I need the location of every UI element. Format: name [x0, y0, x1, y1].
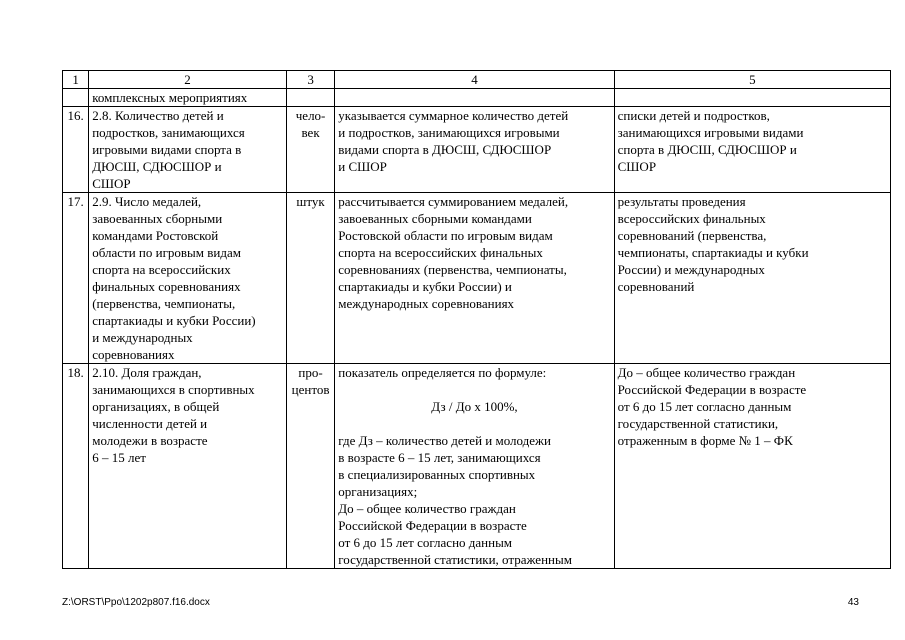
- indicator-line: спорта на всероссийских: [92, 262, 231, 277]
- indicator-line: занимающихся в спортивных: [92, 382, 255, 397]
- source-line: спорта в ДЮСШ, СДЮСШОР и: [617, 142, 797, 157]
- method-line: в специализированных спортивных: [338, 467, 536, 482]
- indicators-table: [62, 70, 891, 569]
- indicator-line: подростков, занимающихся: [92, 125, 245, 140]
- indicator-line: СШОР: [92, 176, 131, 191]
- indicator-line: молодежи в возрасте: [92, 433, 208, 448]
- unit-line: про-: [298, 365, 323, 380]
- row-number: 16.: [63, 107, 89, 193]
- source-line: До – общее количество граждан: [617, 365, 796, 380]
- indicator-cell: [89, 364, 287, 569]
- method-line: где Дз – количество детей и молодежи: [338, 433, 551, 448]
- unit-line: центов: [291, 382, 330, 397]
- source-cell: [614, 193, 890, 364]
- indicator-line: 2.10. Доля граждан,: [92, 365, 202, 380]
- method-cell: [335, 107, 614, 193]
- source-line: всероссийских финальных: [617, 211, 766, 226]
- source-line: чемпионаты, спартакиады и кубки: [617, 245, 809, 260]
- indicator-line: области по игровым видам: [92, 245, 241, 260]
- method-line: До – общее количество граждан: [338, 501, 516, 516]
- indicator-line: соревнованиях: [92, 347, 175, 362]
- source-line: соревнований: [617, 279, 695, 294]
- indicator-cell: [89, 107, 287, 193]
- source-line: списки детей и подростков,: [617, 108, 770, 123]
- indicator-line: 2.8. Количество детей и: [92, 108, 224, 123]
- unit-line: век: [301, 125, 320, 140]
- indicator-line: 2.9. Число медалей,: [92, 194, 202, 209]
- page-number: 43: [847, 597, 859, 608]
- column-number: 1: [63, 71, 89, 89]
- column-number: 4: [335, 71, 614, 89]
- source-line: занимающихся игровыми видами: [617, 125, 804, 140]
- method-intro: показатель определяется по формуле:: [338, 365, 547, 380]
- source-line: СШОР: [617, 159, 657, 174]
- continuation-text: комплексных мероприятиях: [89, 89, 287, 107]
- source-line: государственной статистики,: [617, 416, 779, 431]
- indicator-line: численности детей и: [92, 416, 208, 431]
- method-line: спорта на всероссийских финальных: [338, 245, 543, 260]
- source-line: Российской Федерации в возрасте: [617, 382, 807, 397]
- method-line: в возрасте 6 – 15 лет, занимающихся: [338, 450, 541, 465]
- formula: Дз / До х 100%,: [431, 399, 518, 414]
- footer-file-path: Z:\ORST\Ppo\1202p807.f16.docx: [62, 597, 210, 608]
- source-line: соревнований (первенства,: [617, 228, 767, 243]
- column-number: 5: [614, 71, 890, 89]
- method-line: и подростков, занимающихся игровыми: [338, 125, 560, 140]
- source-line: России) и международных: [617, 262, 765, 277]
- method-line: Российской Федерации в возрасте: [338, 518, 527, 533]
- unit-line: штук: [296, 194, 325, 209]
- continuation-row: [63, 89, 891, 107]
- indicator-line: командами Ростовской: [92, 228, 219, 243]
- method-line: государственной статистики, отраженным: [338, 552, 572, 567]
- table-row: [63, 364, 891, 569]
- source-cell: [614, 364, 890, 569]
- row-number: 18.: [63, 364, 89, 569]
- column-number-row: [63, 71, 891, 89]
- row-number: 17.: [63, 193, 89, 364]
- method-line: и СШОР: [338, 159, 387, 174]
- source-line: отраженным в форме № 1 – ФК: [617, 433, 793, 448]
- unit-cell: [286, 107, 334, 193]
- indicator-line: и международных: [92, 330, 193, 345]
- method-line: завоеванных сборными командами: [338, 211, 532, 226]
- source-line: результаты проведения: [617, 194, 746, 209]
- indicator-line: спартакиады и кубки России): [92, 313, 256, 328]
- column-number: 3: [286, 71, 334, 89]
- source-cell: [614, 107, 890, 193]
- method-line: рассчитывается суммированием медалей,: [338, 194, 569, 209]
- indicator-line: игровыми видами спорта в: [92, 142, 242, 157]
- indicator-line: ДЮСШ, СДЮСШОР и: [92, 159, 222, 174]
- indicator-line: 6 – 15 лет: [92, 450, 146, 465]
- source-line: от 6 до 15 лет согласно данным: [617, 399, 792, 414]
- method-cell: [335, 364, 614, 569]
- unit-line: чело-: [295, 108, 326, 123]
- method-line: указывается суммарное количество детей: [338, 108, 569, 123]
- method-line: видами спорта в ДЮСШ, СДЮСШОР: [338, 142, 552, 157]
- method-line: спартакиады и кубки России) и: [338, 279, 512, 294]
- method-cell: [335, 193, 614, 364]
- method-line: организациях;: [338, 484, 418, 499]
- unit-cell: [286, 193, 334, 364]
- method-line: соревнованиях (первенства, чемпионаты,: [338, 262, 567, 277]
- method-line: Ростовской области по игровым видам: [338, 228, 553, 243]
- indicator-line: финальных соревнованиях: [92, 279, 241, 294]
- indicator-line: завоеванных сборными: [92, 211, 223, 226]
- table-row: [63, 107, 891, 193]
- method-line: от 6 до 15 лет согласно данным: [338, 535, 513, 550]
- unit-cell: [286, 364, 334, 569]
- indicator-line: организациях, в общей: [92, 399, 220, 414]
- column-number: 2: [89, 71, 287, 89]
- table-row: [63, 193, 891, 364]
- method-line: международных соревнованиях: [338, 296, 515, 311]
- indicator-line: (первенства, чемпионаты,: [92, 296, 236, 311]
- indicator-cell: [89, 193, 287, 364]
